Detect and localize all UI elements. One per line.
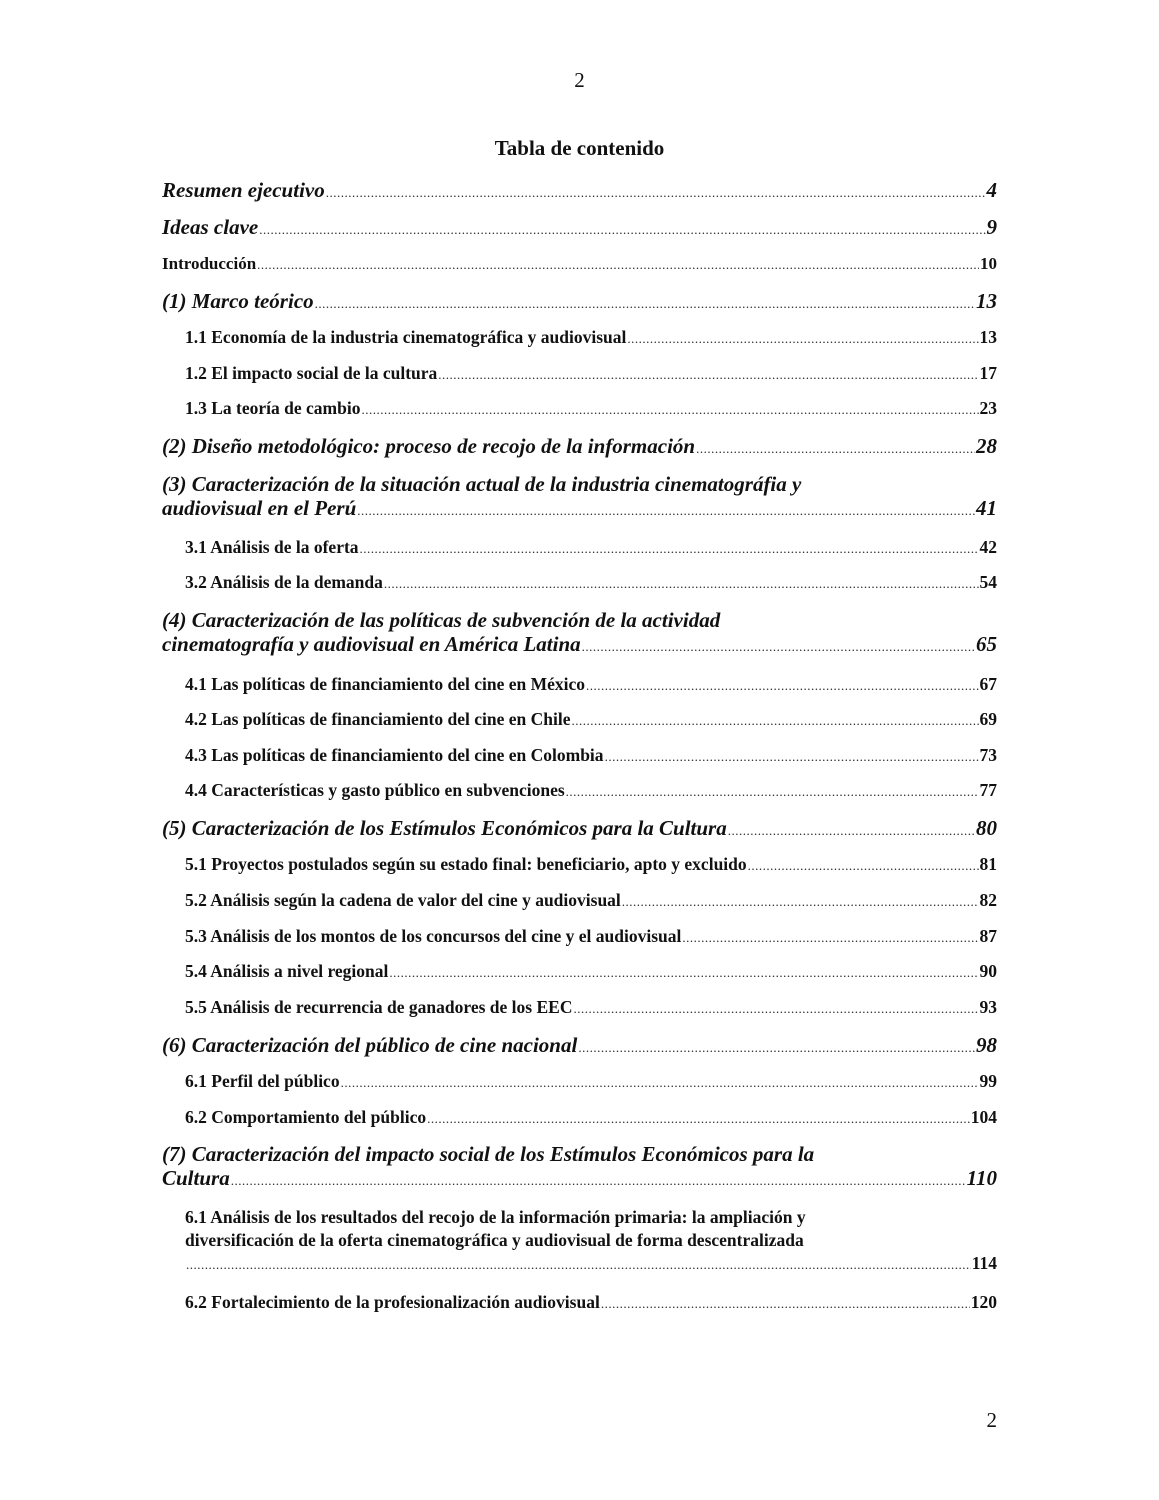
dot-leader <box>341 1075 979 1091</box>
toc-entry-page: 114 <box>971 1253 997 1273</box>
toc-entry-label: 4.1 Las políticas de financiamiento del cine en México <box>185 674 586 694</box>
toc-entry-impacto-social[interactable] <box>162 1142 997 1191</box>
dot-leader <box>601 1296 970 1312</box>
dot-leader <box>438 367 978 383</box>
dot-leader <box>186 1257 971 1273</box>
toc-entry-1-2[interactable] <box>185 363 997 384</box>
toc-entry-label: 4.3 Las políticas de financiamiento del cine en Colombia <box>185 745 604 765</box>
toc-entry-4-4[interactable] <box>185 780 997 801</box>
dot-leader <box>566 784 979 800</box>
toc-entry-page: 67 <box>979 674 997 694</box>
toc-entry-label: Cultura <box>162 1166 230 1190</box>
toc-entry-page: 98 <box>976 1033 997 1057</box>
toc-entry-label: (2) Diseño metodológico: proceso de recojo de la información <box>162 434 696 458</box>
toc-entry-page: 10 <box>980 254 997 273</box>
toc-entry-marco-teorico[interactable] <box>162 289 997 314</box>
toc-entry-page: 77 <box>979 780 997 800</box>
toc-entry-label: 5.2 Análisis según la cadena de valor del cine y audiovisual <box>185 890 621 910</box>
toc-entry-label: 6.2 Comportamiento del público <box>185 1107 427 1127</box>
toc-entry-page: 120 <box>970 1292 997 1312</box>
toc-entry-5-3[interactable] <box>185 926 997 947</box>
toc-entry-label: 3.2 Análisis de la demanda <box>185 572 383 592</box>
toc-entry-page: 87 <box>979 926 997 946</box>
toc-entry-estimulos-economicos[interactable] <box>162 816 997 841</box>
toc-entry-label-line: (4) Caracterización de las políticas de subvención de la actividad <box>162 608 721 632</box>
dot-leader <box>360 541 979 557</box>
toc-entry-label: 6.1 Perfil del público <box>185 1071 340 1091</box>
dot-leader <box>326 185 986 201</box>
dot-leader <box>573 1001 978 1017</box>
toc-entry-publico-cine[interactable] <box>162 1033 997 1058</box>
toc-entry-label: cinematografía y audiovisual en América Latina <box>162 632 581 656</box>
toc-entry-label-line: (3) Caracterización de la situación actual de la industria cinematográfia y <box>162 472 802 496</box>
toc-entry-page: 17 <box>979 363 997 383</box>
dot-leader <box>572 713 979 729</box>
toc-entry-label: Ideas clave <box>162 215 259 239</box>
toc-entry-label: audiovisual en el Perú <box>162 496 357 520</box>
toc-entry-label: (6) Caracterización del público de cine nacional <box>162 1033 578 1057</box>
dot-leader <box>582 639 975 655</box>
dot-leader <box>682 930 978 946</box>
toc-entry-6-1-analisis-resultados[interactable] <box>185 1207 997 1274</box>
toc-entry-label: Resumen ejecutivo <box>162 178 325 202</box>
dot-leader <box>748 858 979 874</box>
toc-entry-label: Introducción <box>162 254 257 273</box>
dot-leader <box>384 576 979 592</box>
dot-leader <box>427 1111 970 1127</box>
toc-entry-label: 4.4 Características y gasto público en subvenciones <box>185 780 565 800</box>
toc-entry-4-3[interactable] <box>185 745 997 766</box>
toc-entry-label: 5.5 Análisis de recurrencia de ganadores de los EEC <box>185 997 573 1017</box>
toc-entry-introduccion[interactable] <box>162 254 997 274</box>
toc-entry-page: 9 <box>986 215 997 239</box>
dot-leader <box>578 1040 975 1056</box>
toc-entry-label: 5.1 Proyectos postulados según su estado final: beneficiario, apto y excluido <box>185 854 747 874</box>
dot-leader <box>627 331 978 347</box>
toc-entry-diseno-metodologico[interactable] <box>162 434 997 459</box>
dot-leader <box>389 965 978 981</box>
toc-entry-page: 65 <box>976 632 997 656</box>
dot-leader <box>231 1173 966 1189</box>
toc-entry-label: 5.4 Análisis a nivel regional <box>185 961 389 981</box>
toc-entry-page: 81 <box>979 854 997 874</box>
toc-entry-page: 42 <box>979 537 997 557</box>
toc-entry-page: 28 <box>976 434 997 458</box>
toc-entry-label-line: (7) Caracterización del impacto social de los Estímulos Económicos para la <box>162 1142 815 1166</box>
page-number-bottom: 2 <box>986 1408 997 1432</box>
toc-title: Tabla de contenido <box>494 136 665 160</box>
toc-entry-6-2-fortalecimiento[interactable] <box>185 1292 997 1313</box>
toc-entry-page: 41 <box>976 496 997 520</box>
toc-entry-label: 1.3 La teoría de cambio <box>185 398 361 418</box>
toc-entry-3-1[interactable] <box>185 537 997 558</box>
toc-entry-page: 23 <box>979 398 997 418</box>
toc-entry-page: 82 <box>979 890 997 910</box>
toc-entry-label: 1.1 Economía de la industria cinematográfica y audiovisual <box>185 327 627 347</box>
toc-entry-4-2[interactable] <box>185 709 997 730</box>
dot-leader <box>357 503 975 519</box>
toc-entry-resumen-ejecutivo[interactable] <box>162 178 997 203</box>
toc-entry-label-line: diversificación de la oferta cinematográfica y audiovisual de forma descentralizada <box>185 1230 804 1250</box>
toc-entry-page: 54 <box>979 572 997 592</box>
toc-entry-caracterizacion-situacion[interactable] <box>162 472 997 521</box>
dot-leader <box>259 222 985 238</box>
toc-entry-label: (5) Caracterización de los Estímulos Económicos para la Cultura <box>162 816 727 840</box>
toc-entry-page: 4 <box>986 178 997 202</box>
toc-entry-6-1-perfil[interactable] <box>185 1071 997 1092</box>
toc-entry-1-3[interactable] <box>185 398 997 419</box>
toc-entry-page: 104 <box>970 1107 997 1127</box>
dot-leader <box>728 823 975 839</box>
toc-entry-label: 4.2 Las políticas de financiamiento del cine en Chile <box>185 709 571 729</box>
toc-entry-caracterizacion-politicas[interactable] <box>162 608 997 657</box>
toc-entry-5-4[interactable] <box>185 961 997 982</box>
dot-leader <box>586 678 978 694</box>
toc-entry-page: 99 <box>979 1071 997 1091</box>
dot-leader <box>605 749 979 765</box>
toc-entry-3-2[interactable] <box>185 572 997 593</box>
toc-entry-label: 6.2 Fortalecimiento de la profesionalización audiovisual <box>185 1292 600 1312</box>
page-number-top: 2 <box>574 68 585 92</box>
toc-entry-page: 73 <box>979 745 997 765</box>
toc-entry-5-5[interactable] <box>185 997 997 1018</box>
toc-entry-ideas-clave[interactable] <box>162 215 997 240</box>
toc-entry-page: 80 <box>976 816 997 840</box>
toc-entry-5-2[interactable] <box>185 890 997 911</box>
dot-leader <box>315 296 975 312</box>
toc-entry-4-1[interactable] <box>185 674 997 695</box>
toc-entry-page: 93 <box>979 997 997 1017</box>
toc-entry-page: 13 <box>976 289 997 313</box>
toc-entry-page: 69 <box>979 709 997 729</box>
toc-entry-5-1[interactable] <box>185 854 997 875</box>
toc-entry-page: 13 <box>979 327 997 347</box>
toc-entry-page: 90 <box>979 961 997 981</box>
toc-entry-page: 110 <box>966 1166 997 1190</box>
dot-leader <box>622 894 979 910</box>
toc-entry-label: 1.2 El impacto social de la cultura <box>185 363 438 383</box>
toc-entry-label: 3.1 Análisis de la oferta <box>185 537 359 557</box>
toc-entry-1-1[interactable] <box>185 327 997 348</box>
dot-leader <box>361 402 978 418</box>
dot-leader <box>257 257 979 273</box>
dot-leader <box>696 441 975 457</box>
toc-entry-label: 5.3 Análisis de los montos de los concursos del cine y el audiovisual <box>185 926 682 946</box>
toc-entry-label-line: 6.1 Análisis de los resultados del recojo de la información primaria: la ampliación y <box>185 1207 806 1227</box>
toc-entry-6-2-comportamiento[interactable] <box>185 1107 997 1128</box>
toc-entry-label: (1) Marco teórico <box>162 289 314 313</box>
